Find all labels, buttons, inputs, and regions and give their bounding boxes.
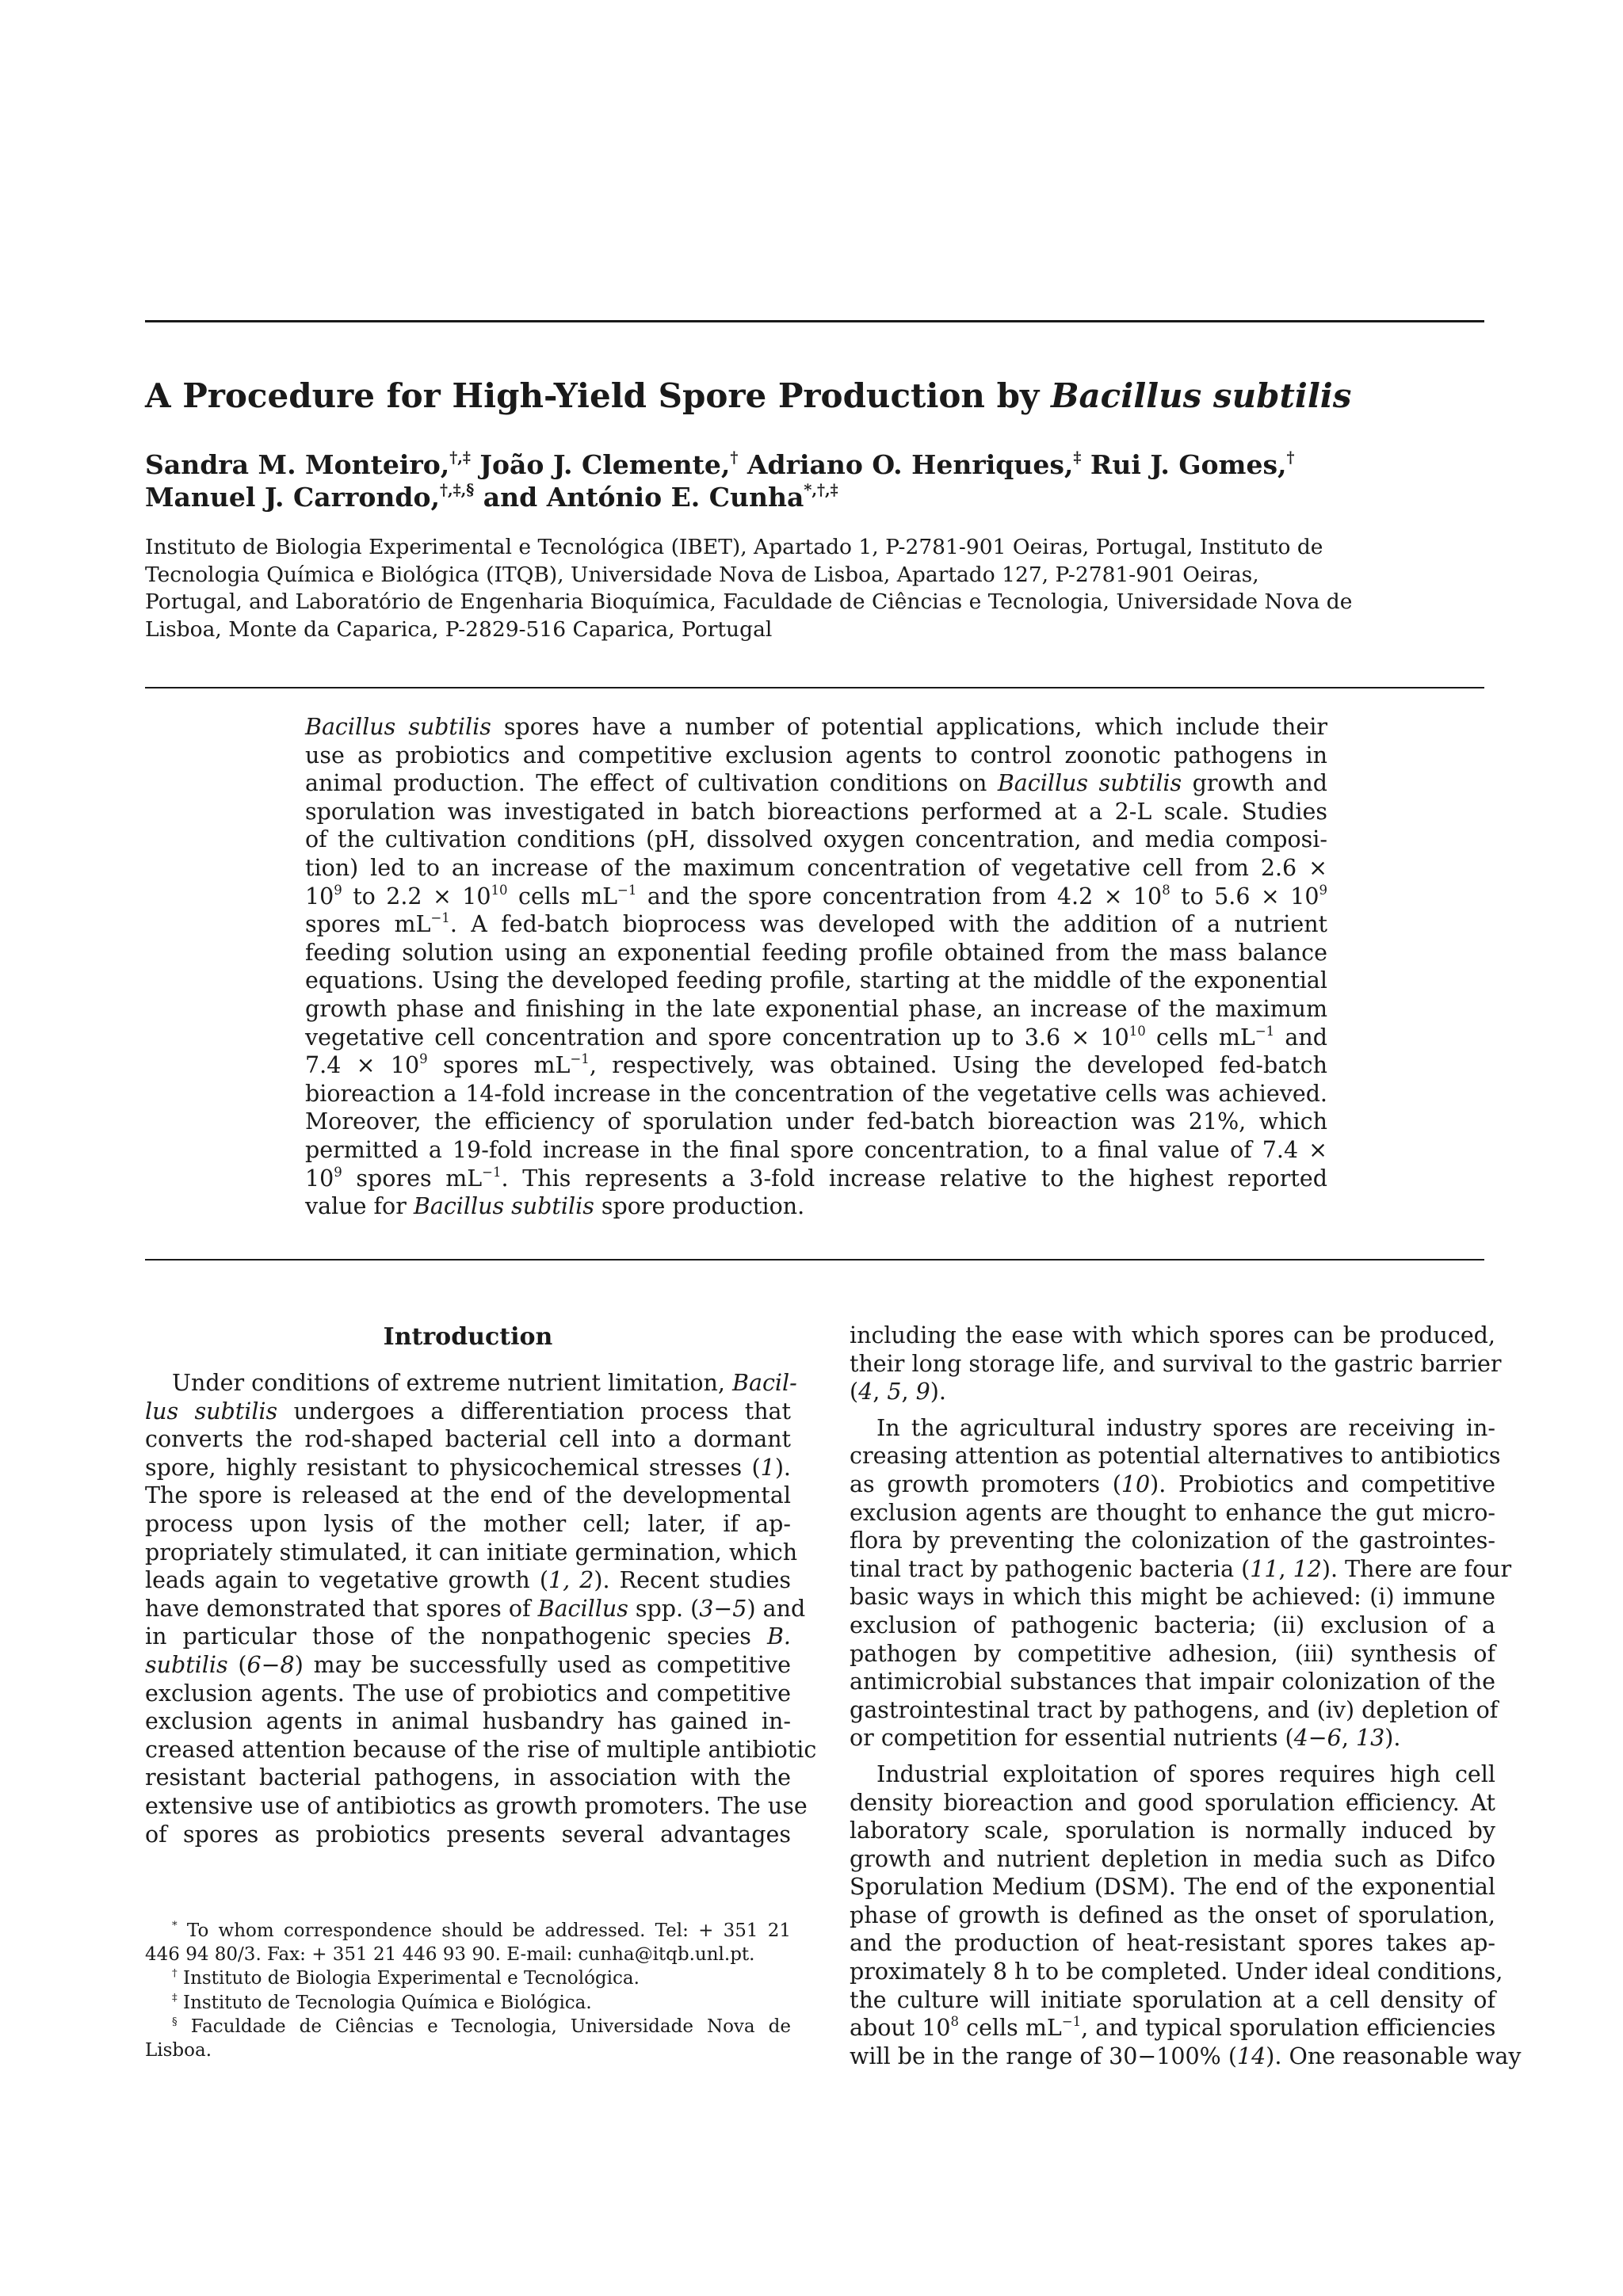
abstract-line: $7.4 \times 10^9$ spores $mL^{-1}$, respectively, was obtained. Using the developed fed-batch — [305, 1051, 1327, 1079]
body-line: have demonstrated that spores of Bacillus spp. (3−5) and — [145, 1595, 806, 1622]
body-line: as growth promoters (10). Probiotics and competitive — [850, 1470, 1495, 1497]
header-rule — [145, 320, 1484, 322]
abstract-line: value for Bacillus subtilis spore production. — [305, 1193, 805, 1220]
body-line: exclusion agents are thought to enhance the gut micro- — [850, 1499, 1495, 1526]
body-line: leads again to vegetative growth (1, 2). Recent studies — [145, 1567, 791, 1594]
body-line: pathogen by competitive adhesion, (iii) synthesis of — [850, 1640, 1495, 1667]
body-line: including the ease with which spores can be produced, — [850, 1322, 1495, 1348]
footnote-itqb: ‡ Instituto de Tecnologia Química e Biológica. — [172, 1992, 592, 2013]
body-line: spore, highly resistant to physicochemical stresses (1). — [145, 1454, 791, 1481]
abstract-line: permitted a 19-fold increase in the final spore concentration, to a final value of 7.4 × — [305, 1136, 1327, 1163]
article-title: A Procedure for High-Yield Spore Production by Bacillus subtilis — [145, 376, 1352, 415]
intro-paragraph-3 — [850, 1760, 1522, 2071]
intro-paragraph-2 — [850, 1414, 1512, 1753]
body-line: basic ways in which this might be achieved: (i) immune — [850, 1584, 1495, 1611]
body-line: exclusion agents in animal husbandry has gained in- — [145, 1708, 791, 1735]
body-line: subtilis (6−8) may be successfully used as competitive — [145, 1651, 791, 1678]
body-line: density bioreaction and good sporulation efficiency. At — [850, 1789, 1495, 1816]
affiliation-line: Portugal, and Laboratório de Engenharia Bioquímica, Faculdade de Ciências e Tecnologia, Universidade Nova de — [145, 589, 1353, 614]
abstract-line: Bacillus subtilis spores have a number of potential applications, which include their — [305, 714, 1327, 740]
body-line: exclusion of pathogenic bacteria; (ii) exclusion of a — [850, 1611, 1495, 1638]
affiliation-line: Lisboa, Monte da Caparica, P-2829-516 Caparica, Portugal — [145, 616, 773, 642]
right-column — [850, 1322, 1522, 2070]
body-line: lus subtilis undergoes a differentiation process that — [145, 1398, 791, 1425]
abstract-line: equations. Using the developed feeding profile, starting at the middle of the exponential — [305, 967, 1327, 994]
body-line: Industrial exploitation of spores requires high cell — [876, 1760, 1495, 1787]
abstract-line: animal production. The effect of cultivation conditions on Bacillus subtilis growth and — [305, 770, 1327, 797]
body-line: Sporulation Medium (DSM). The end of the exponential — [850, 1874, 1495, 1901]
abstract-line: growth phase and finishing in the late exponential phase, an increase of the maximum — [305, 995, 1327, 1022]
body-line: converts the rod-shaped bacterial cell into a dormant — [145, 1426, 791, 1453]
body-line: the culture will initiate sporulation at a cell density of — [850, 1986, 1495, 2013]
abstract-line: $10^9$ to $2.2 \times 10^{10}$ cells $mL^{-1}$ and the spore concentration from $4.2 \times 10^8$ to $5.6 \times 10^9$ — [305, 882, 1327, 910]
body-line: creased attention because of the rise of multiple antibiotic — [145, 1736, 817, 1763]
abstract-line: sporulation was investigated in batch bioreactions performed at a 2-L scale. Studies — [305, 798, 1327, 825]
footnote-fct-cont: Lisboa. — [145, 2040, 212, 2061]
body-line: or competition for essential nutrients (4−6, 13). — [850, 1725, 1401, 1752]
body-line: Under conditions of extreme nutrient limitation, Bacil- — [172, 1370, 797, 1396]
body-line: exclusion agents. The use of probiotics and competitive — [145, 1680, 791, 1707]
abstract-line: Moreover, the efficiency of sporulation under fed-batch bioreaction was 21%, which — [305, 1108, 1327, 1135]
section-heading-introduction: Introduction — [383, 1323, 553, 1351]
abstract-line: tion) led to an increase of the maximum concentration of vegetative cell from 2.6 × — [305, 854, 1327, 881]
author-line-1: Sandra M. Monteiro,†,‡ João J. Clemente,† Adriano O. Henriques,‡ Rui J. Gomes,† — [145, 448, 1295, 480]
body-line: The spore is released at the end of the developmental — [145, 1482, 791, 1509]
body-line: about $10^8$ cells $mL^{-1}$, and typical sporulation efficiencies — [850, 2014, 1496, 2042]
body-line: creasing attention as potential alternatives to antibiotics — [850, 1443, 1501, 1470]
footnote-ibet: † Instituto de Biologia Experimental e Tecnológica. — [172, 1967, 640, 1989]
abstract-bottom-rule — [145, 1259, 1484, 1261]
body-line: propriately stimulated, it can initiate germination, which — [145, 1539, 798, 1566]
abstract-line: $10^9$ spores $mL^{-1}$. This represents a 3-fold increase relative to the highest reported — [305, 1164, 1327, 1192]
body-line: process upon lysis of the mother cell; later, if ap- — [145, 1510, 791, 1537]
body-line: flora by preventing the colonization of the gastrointes- — [850, 1527, 1495, 1554]
body-line: of spores as probiotics presents several advantages — [145, 1821, 791, 1848]
body-line: tinal tract by pathogenic bacteria (11, 12). There are four — [850, 1555, 1512, 1582]
abstract — [305, 713, 1327, 1221]
footnotes — [145, 1919, 791, 2062]
affiliations — [145, 534, 1492, 643]
body-line: will be in the range of 30−100% (14). One reasonable way — [850, 2042, 1522, 2069]
footnote-correspondence: * To whom correspondence should be addressed. Tel: + 351 21 — [172, 1920, 791, 1941]
affiliation-line: Instituto de Biologia Experimental e Tecnológica (IBET), Apartado 1, P-2781-901 Oeiras, Portugal, Instituto de — [145, 535, 1323, 559]
intro-paragraph-1-cont — [850, 1322, 1502, 1406]
body-line: In the agricultural industry spores are receiving in- — [876, 1414, 1495, 1441]
body-line: gastrointestinal tract by pathogens, and (iv) depletion of — [850, 1696, 1499, 1723]
affiliation-line: Tecnologia Química e Biológica (ITQB), Universidade Nova de Lisboa, Apartado 127, P-2781-901 Oeiras, — [145, 562, 1259, 587]
abstract-line: use as probiotics and competitive exclusion agents to control zoonotic pathogens in — [305, 742, 1327, 769]
footnote-fct: § Faculdade de Ciências e Tecnologia, Universidade Nova de — [172, 2016, 791, 2037]
author-line-2: Manuel J. Carrondo,†,‡,§ and António E. Cunha*,†,‡ — [145, 481, 838, 513]
author-list — [145, 448, 1492, 513]
body-line: growth and nutrient depletion in media such as Difco — [850, 1845, 1495, 1872]
body-line: laboratory scale, sporulation is normally induced by — [850, 1817, 1495, 1844]
body-line: phase of growth is defined as the onset of sporulation, — [850, 1901, 1495, 1928]
abstract-line: bioreaction a 14-fold increase in the concentration of the vegetative cells was achieved. — [305, 1080, 1327, 1107]
body-line: in particular those of the nonpathogenic species B. — [145, 1623, 791, 1650]
intro-paragraph-1 — [145, 1369, 817, 1848]
body-line: proximately 8 h to be completed. Under ideal conditions, — [850, 1958, 1503, 1985]
abstract-line: feeding solution using an exponential feeding profile obtained from the mass balance — [305, 939, 1327, 966]
footnote-correspondence-cont: 446 94 80/3. Fax: + 351 21 446 93 90. E-mail: cunha@itqb.unl.pt. — [145, 1944, 755, 1966]
abstract-line: of the cultivation conditions (pH, dissolved oxygen concentration, and media composi- — [305, 826, 1327, 853]
body-line: resistant bacterial pathogens, in association with the — [145, 1764, 791, 1791]
body-line: antimicrobial substances that impair colonization of the — [850, 1669, 1495, 1695]
left-column — [145, 1322, 817, 1848]
abstract-line: vegetative cell concentration and spore concentration up to $3.6 \times 10^{10}$ cells $mL^{-1}$ and — [305, 1023, 1327, 1051]
body-line: extensive use of antibiotics as growth promoters. The use — [145, 1792, 808, 1819]
body-line: and the production of heat-resistant spores takes ap- — [850, 1930, 1495, 1957]
body-line: (4, 5, 9). — [850, 1379, 946, 1405]
body-line: their long storage life, and survival to the gastric barrier — [850, 1350, 1502, 1377]
abstract-top-rule — [145, 687, 1484, 688]
abstract-line: spores $mL^{-1}$. A fed-batch bioprocess was developed with the addition of a nutrient — [305, 910, 1328, 938]
